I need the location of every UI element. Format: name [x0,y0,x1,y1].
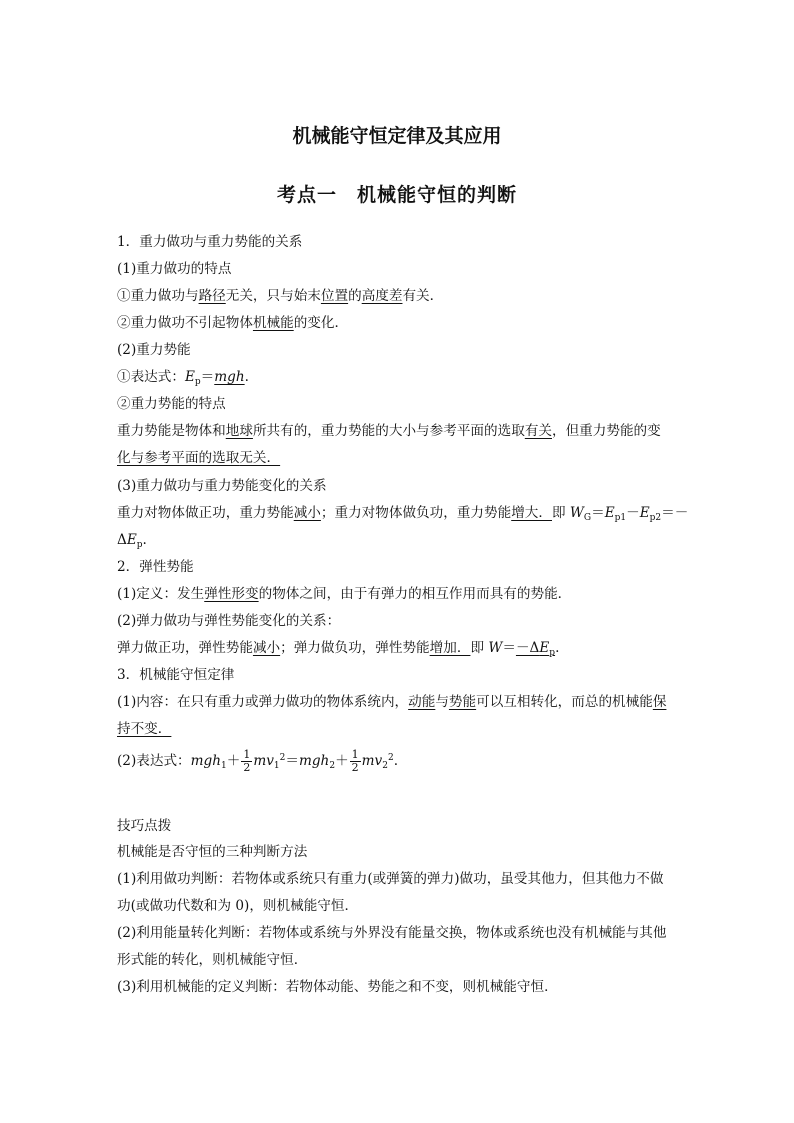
s3-p1: (1)内容：在只有重力或弹力做功的物体系统内，动能与势能可以互相转化，而总的机械能保 [117,694,667,710]
s2-p3: 弹力做正功，弹性势能减小；弹力做负功，弹性势能增加．即 $W=-\Delta E_p$. [117,640,560,658]
s1-p1b: ②重力做功不引起物体机械能的变化． [117,315,349,331]
tips-p3: (3)利用机械能的定义判断：若物体动能、势能之和不变，则机械能守恒． [117,979,558,995]
tips-subheading: 机械能是否守恒的三种判断方法 [117,844,308,860]
s1-p2b: ②重力势能的特点 [117,396,226,412]
s1-p3: (3)重力做功与重力势能变化的关系 [117,478,327,494]
s1-p3b: $\Delta E_p$. [117,532,147,550]
tips-p1a: (1)利用做功判断：若物体或系统只有重力(或弹簧的弹力)做功，虽受其他力，但其他力不做 [117,871,664,887]
tips-p2a: (2)利用能量转化判断：若物体或系统与外界没有能量交换，物体或系统也没有机械能与其他 [117,925,667,941]
section1-heading: 1．重力做功与重力势能的关系 [117,234,303,250]
s1-p3a: 重力对物体做正功，重力势能减小；重力对物体做负功，重力势能增大．即 $W_G=E_{p1}-E_{p2}=-$ [117,505,689,523]
s1-p2d: 化与参考平面的选取无关． [117,450,281,466]
tips-heading: 技巧点拨 [117,818,172,834]
s1-p2c: 重力势能是物体和地球所共有的，重力势能的大小与参考平面的选取有关，但重力势能的变 [117,423,661,439]
s2-p2: (2)弹力做功与弹性势能变化的关系： [117,613,341,629]
fraction-half: $\frac{1}{2}$ [243,748,251,774]
section-title: 考点一 机械能守恒的判断 [276,184,517,206]
section3-heading: 3．机械能守恒定律 [117,667,235,683]
page-title: 机械能守恒定律及其应用 [292,125,502,147]
s3-p2-formula: (2)表达式：mgh$_1$＋ $\frac{1}{2}$ $mv_1^2=mgh_2+$ $\frac{1}{2}$ $mv_2^2$. [117,748,399,774]
s1-p1a: ①重力做功与路径无关，只与始末位置的高度差有关． [117,288,444,304]
s2-p1: (1)定义：发生弹性形变的物体之间，由于有弹力的相互作用而具有的势能． [117,586,572,602]
s3-p1b: 持不变． [117,721,172,737]
fraction-half: $\frac{1}{2}$ [351,748,359,774]
section2-heading: 2．弹性势能 [117,559,194,575]
tips-p1b: 功(或做功代数和为 0)，则机械能守恒． [117,898,359,914]
s1-p1: (1)重力做功的特点 [117,261,232,277]
s1-p2a: ①表达式：$E_p=mgh$. [117,369,249,387]
s1-p2: (2)重力势能 [117,342,191,358]
tips-p2b: 形式能的转化，则机械能守恒． [117,952,308,968]
